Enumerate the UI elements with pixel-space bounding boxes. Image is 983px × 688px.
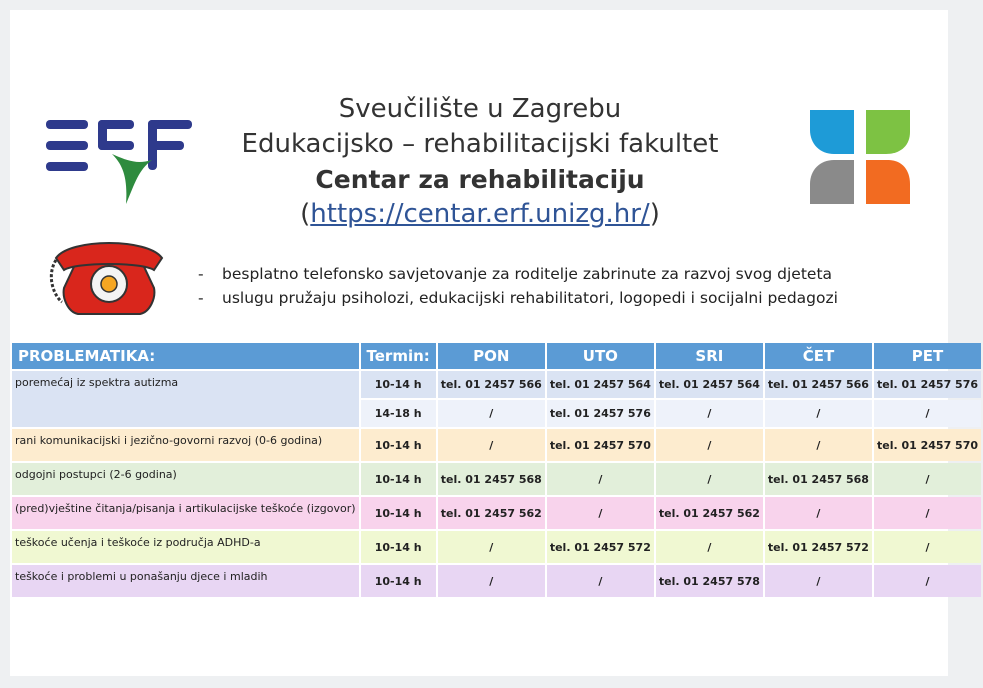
phone-cell: tel. 01 2457 562 xyxy=(656,497,763,529)
topic-cell: teškoće učenja i teškoće iz područja ADHD-a xyxy=(12,531,359,563)
phone-cell: tel. 01 2457 576 xyxy=(874,371,981,398)
phone-cell: tel. 01 2457 578 xyxy=(656,565,763,597)
erf-logo-icon xyxy=(42,114,198,210)
phone-cell: tel. 01 2457 564 xyxy=(547,371,654,398)
table-row xyxy=(12,463,981,495)
phone-cell: / xyxy=(765,565,872,597)
table-row xyxy=(12,497,981,529)
faculty-name: Edukacijsko – rehabilitacijski fakultet xyxy=(241,129,719,159)
header-cet: ČET xyxy=(765,343,872,369)
phone-cell: tel. 01 2457 572 xyxy=(547,531,654,563)
phone-cell: / xyxy=(547,497,654,529)
topic-cell: poremećaj iz spektra autizma xyxy=(12,371,359,427)
phone-cell: / xyxy=(656,400,763,427)
phone-cell: / xyxy=(874,400,981,427)
term-cell: 14-18 h xyxy=(361,400,436,427)
phone-cell: / xyxy=(656,531,763,563)
institution-header xyxy=(200,92,760,232)
service-bullets xyxy=(198,262,838,310)
term-cell: 10-14 h xyxy=(361,497,436,529)
university-name: Sveučilište u Zagrebu xyxy=(338,94,622,124)
header-pet: PET xyxy=(874,343,981,369)
phone-cell: / xyxy=(438,400,545,427)
phone-cell: / xyxy=(547,565,654,597)
phone-cell: tel. 01 2457 570 xyxy=(874,429,981,461)
header-termin: Termin: xyxy=(361,343,436,369)
phone-cell: / xyxy=(438,531,545,563)
schedule-table xyxy=(10,341,983,599)
term-cell: 10-14 h xyxy=(361,429,436,461)
term-cell: 10-14 h xyxy=(361,565,436,597)
phone-cell: tel. 01 2457 566 xyxy=(438,371,545,398)
phone-cell: / xyxy=(438,565,545,597)
phone-cell: / xyxy=(438,429,545,461)
phone-cell: / xyxy=(874,531,981,563)
topic-cell: rani komunikacijski i jezično-govorni razvoj (0-6 godina) xyxy=(12,429,359,461)
phone-cell: / xyxy=(874,565,981,597)
phone-cell: / xyxy=(874,497,981,529)
phone-cell: tel. 01 2457 568 xyxy=(765,463,872,495)
topic-cell: teškoće i problemi u ponašanju djece i mladih xyxy=(12,565,359,597)
term-cell: 10-14 h xyxy=(361,463,436,495)
phone-cell: / xyxy=(656,429,763,461)
table-row xyxy=(12,371,981,398)
phone-cell: tel. 01 2457 570 xyxy=(547,429,654,461)
bullet-item: - uslugu pružaju psiholozi, edukacijski rehabilitatori, logopedi i socijalni pedagozi xyxy=(198,286,838,310)
phone-cell: / xyxy=(765,429,872,461)
center-name: Centar za rehabilitaciju xyxy=(315,165,645,194)
header-problematika: PROBLEMATIKA: xyxy=(12,343,359,369)
table-row xyxy=(12,565,981,597)
header-uto: UTO xyxy=(547,343,654,369)
phone-cell: / xyxy=(874,463,981,495)
topic-cell: (pred)vještine čitanja/pisanja i artikulacijske teškoće (izgovor) xyxy=(12,497,359,529)
phone-cell: tel. 01 2457 562 xyxy=(438,497,545,529)
phone-cell: / xyxy=(547,463,654,495)
header-pon: PON xyxy=(438,343,545,369)
phone-cell: / xyxy=(656,463,763,495)
phone-cell: tel. 01 2457 564 xyxy=(656,371,763,398)
four-petal-logo-icon xyxy=(808,108,912,206)
telephone-icon xyxy=(50,236,168,318)
phone-cell: / xyxy=(765,400,872,427)
table-row xyxy=(12,531,981,563)
website-line: (https://centar.erf.unizg.hr/) xyxy=(300,199,660,229)
table-header-row xyxy=(12,343,981,369)
header-sri: SRI xyxy=(656,343,763,369)
phone-cell: tel. 01 2457 568 xyxy=(438,463,545,495)
website-link[interactable]: https://centar.erf.unizg.hr/ xyxy=(310,199,650,229)
bullet-item: - besplatno telefonsko savjetovanje za roditelje zabrinute za razvoj svog djeteta xyxy=(198,262,838,286)
phone-cell: / xyxy=(765,497,872,529)
phone-cell: tel. 01 2457 566 xyxy=(765,371,872,398)
table-row xyxy=(12,429,981,461)
term-cell: 10-14 h xyxy=(361,531,436,563)
term-cell: 10-14 h xyxy=(361,371,436,398)
phone-cell: tel. 01 2457 572 xyxy=(765,531,872,563)
phone-cell: tel. 01 2457 576 xyxy=(547,400,654,427)
topic-cell: odgojni postupci (2-6 godina) xyxy=(12,463,359,495)
